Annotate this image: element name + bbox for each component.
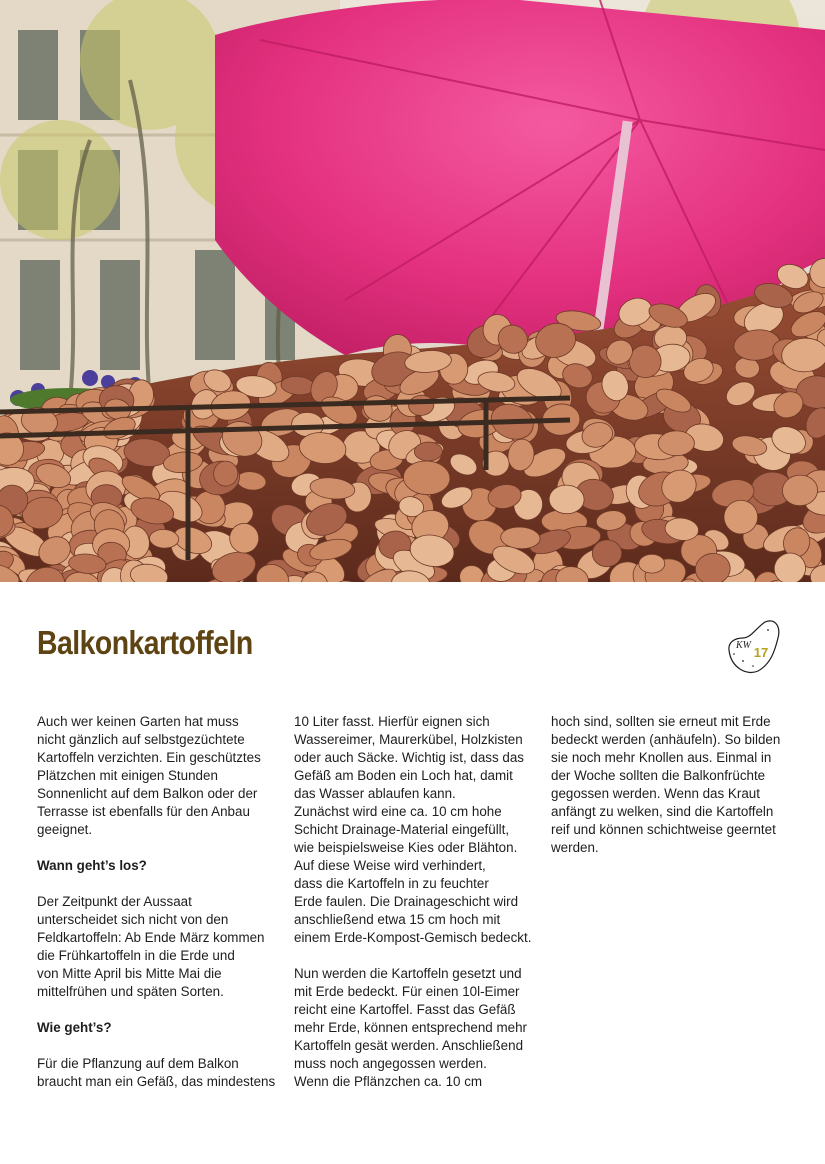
text-line: Auch wer keinen Garten hat muss <box>37 714 239 729</box>
text-line: der Woche sollten die Balkonfrüchte <box>551 768 766 783</box>
text-line: anschließend etwa 15 cm hoch mit <box>294 912 501 927</box>
potato-shape <box>639 554 665 573</box>
text-line: die Frühkartoffeln in die Erde und <box>37 948 235 963</box>
text-line: bedeckt werden (anhäufeln). So bilden <box>551 732 781 747</box>
section-heading-how: Wie geht’s? <box>37 1020 112 1035</box>
text-line: reicht eine Kartoffel. Fasst das Gefäß <box>294 1002 516 1017</box>
text-line: mittelfrühen und späten Sorten. <box>37 984 224 999</box>
page-title: Balkonkartoffeln <box>37 624 253 661</box>
text-line: oder auch Säcke. Wichtig ist, dass das <box>294 750 524 765</box>
text-line: 10 Liter fasst. Hierfür eignen sich <box>294 714 490 729</box>
harvest-paragraph <box>551 713 793 857</box>
badge-initials: KW <box>736 640 751 651</box>
text-line: gegossen werden. Wenn das Kraut <box>551 786 760 801</box>
text-line: Terrasse ist ebenfalls für den Anbau <box>37 804 250 819</box>
text-column-3 <box>551 713 793 857</box>
text-line: Wenn die Pflänzchen ca. 10 cm <box>294 1074 483 1089</box>
text-line: Erde faulen. Die Drainageschicht wird <box>294 894 519 909</box>
page-number: 17 <box>753 645 769 660</box>
text-line: sie noch mehr Knollen aus. Einmal in <box>551 750 772 765</box>
text-line: Zunächst wird eine ca. 10 cm hohe <box>294 804 502 819</box>
text-line: Kartoffeln gesät werden. Anschließend <box>294 1038 524 1053</box>
text-column-1 <box>37 713 279 1091</box>
text-line: anfängt zu welken, sind die Kartoffeln <box>551 804 774 819</box>
text-line: nicht gänzlich auf selbstgezüchtete <box>37 732 245 747</box>
text-line: einem Erde-Kompost-Gemisch bedeckt. <box>294 930 532 945</box>
text-line: unterscheidet sich nicht von den <box>37 912 229 927</box>
text-line: Der Zeitpunkt der Aussaat <box>37 894 192 909</box>
text-line: braucht man ein Gefäß, das mindestens <box>37 1074 276 1089</box>
intro-paragraph <box>37 713 279 839</box>
text-line: Auf diese Weise wird verhindert, <box>294 858 486 873</box>
potato-shape <box>592 540 621 567</box>
text-line: von Mitte April bis Mitte Mai die <box>37 966 222 981</box>
setting-paragraph <box>294 965 536 1091</box>
text-column-2 <box>294 713 536 1091</box>
text-line: hoch sind, sollten sie erneut mit Erde <box>551 714 771 729</box>
text-line: Feldkartoffeln: Ab Ende März kommen <box>37 930 265 945</box>
text-line: mit Erde bedeckt. Für einen 10l-Eimer <box>294 984 520 999</box>
text-line: das Wasser ablaufen kann. <box>294 786 456 801</box>
text-line: Gefäß am Boden ein Loch hat, damit <box>294 768 513 783</box>
planting-paragraph <box>37 1055 279 1091</box>
text-line: werden. <box>551 840 599 855</box>
potato-shape <box>658 431 694 456</box>
text-line: Wassereimer, Maurerkübel, Holzkisten <box>294 732 523 747</box>
container-paragraph <box>294 713 536 947</box>
text-line: muss noch angegossen werden. <box>294 1056 487 1071</box>
text-line: mehr Erde, können entsprechend mehr <box>294 1020 527 1035</box>
text-line: Schicht Drainage-Material eingefüllt, <box>294 822 510 837</box>
timing-paragraph <box>37 893 279 1001</box>
text-line: Sonnenlicht auf dem Balkon oder der <box>37 786 258 801</box>
text-line: wie beispielsweise Kies oder Blähton. <box>294 840 518 855</box>
text-line: dass die Kartoffeln in zu feuchter <box>294 876 489 891</box>
potato-shape <box>414 442 442 461</box>
text-line: Kartoffeln verzichten. Ein geschütztes <box>37 750 261 765</box>
text-line: Für die Pflanzung auf dem Balkon <box>37 1056 239 1071</box>
text-line: Nun werden die Kartoffeln gesetzt und <box>294 966 522 981</box>
text-line: Plätzchen mit einigen Stunden <box>37 768 218 783</box>
section-heading-when: Wann geht’s los? <box>37 858 147 873</box>
text-line: reif und können schichtweise geerntet <box>551 822 776 837</box>
text-line: geeignet. <box>37 822 93 837</box>
